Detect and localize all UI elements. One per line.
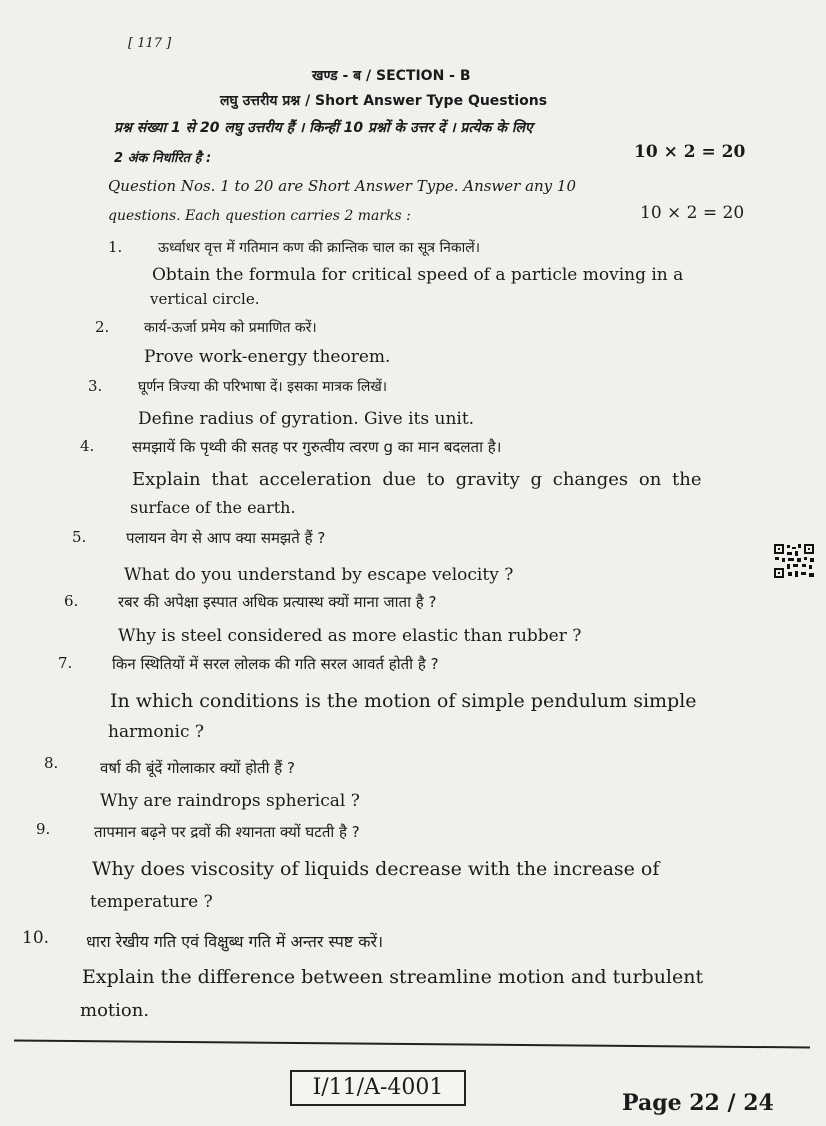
section-subtitle: लघु उत्तरीय प्रश्न / Short Answer Type Questions bbox=[220, 93, 548, 109]
question-number: 10. bbox=[22, 928, 50, 948]
page-reference: [ 117 ] bbox=[128, 36, 172, 51]
instructions-english-line1: Question Nos. 1 to 20 are Short Answer Type. Answer any 10 bbox=[108, 177, 577, 195]
instructions-english-line2: questions. Each question carries 2 marks : bbox=[108, 208, 411, 224]
paper-code: I/11/A-4001 bbox=[290, 1070, 466, 1106]
qr-code-icon bbox=[773, 543, 815, 579]
question-hindi: घूर्णन त्रिज्या की परिभाषा दें। इसका मात्रक लिखें। bbox=[138, 379, 388, 395]
marks-english: 10 × 2 = 20 bbox=[640, 203, 745, 223]
question-english-line: Why does viscosity of liquids decrease with the increase of bbox=[92, 858, 660, 880]
instructions-hindi-line2: 2 अंक निर्धारित है : bbox=[114, 151, 212, 166]
question-english-line: Explain that acceleration due to gravity g changes on the bbox=[132, 469, 702, 490]
question-number: 8. bbox=[44, 754, 59, 772]
question-english-line: In which conditions is the motion of simple pendulum simple bbox=[110, 690, 697, 712]
question-english-line: Explain the difference between streamline motion and turbulent bbox=[82, 966, 704, 988]
question-number: 9. bbox=[36, 820, 51, 838]
question-hindi: धारा रेखीय गति एवं विक्षुब्ध गति में अन्तर स्पष्ट करें। bbox=[86, 932, 384, 951]
question-english-line: harmonic ? bbox=[108, 722, 204, 742]
question-english-line: motion. bbox=[80, 1000, 150, 1021]
question-english-line: Define radius of gyration. Give its unit. bbox=[138, 409, 475, 429]
question-hindi: ऊर्ध्वाधर वृत्त में गतिमान कण की क्रान्तिक चाल का सूत्र निकालें। bbox=[158, 240, 481, 256]
question-number: 5. bbox=[72, 528, 87, 546]
instructions-hindi-line1: प्रश्न संख्या 1 से 20 लघु उत्तरीय हैं । किन्हीं 10 प्रश्नों के उत्तर दें । प्रत्येक के लिए bbox=[114, 120, 533, 136]
footer-divider bbox=[14, 1040, 810, 1049]
question-english-line: surface of the earth. bbox=[130, 498, 296, 517]
question-english-line: What do you understand by escape velocity ? bbox=[124, 565, 514, 585]
question-number: 2. bbox=[95, 318, 110, 336]
question-number: 1. bbox=[108, 238, 123, 256]
question-english-line: temperature ? bbox=[90, 892, 213, 912]
question-number: 4. bbox=[80, 437, 95, 455]
marks-hindi: 10 × 2 = 20 bbox=[634, 142, 746, 162]
section-title: खण्ड - ब / SECTION - B bbox=[312, 68, 471, 84]
question-hindi: समझायें कि पृथ्वी की सतह पर गुरुत्वीय त्वरण g का मान बदलता है। bbox=[132, 438, 502, 456]
question-number: 7. bbox=[58, 654, 73, 672]
question-number: 3. bbox=[88, 377, 103, 395]
question-english-line: Prove work-energy theorem. bbox=[144, 347, 391, 367]
question-english-line: Obtain the formula for critical speed of a particle moving in a bbox=[152, 265, 684, 285]
question-english-line: Why are raindrops spherical ? bbox=[100, 791, 360, 811]
question-hindi: कार्य-ऊर्जा प्रमेय को प्रमाणित करें। bbox=[144, 320, 317, 336]
question-hindi: रबर की अपेक्षा इस्पात अधिक प्रत्यास्थ क्यों माना जाता है ? bbox=[118, 593, 437, 611]
question-hindi: पलायन वेग से आप क्या समझते हैं ? bbox=[126, 529, 326, 547]
question-english-line: Why is steel considered as more elastic than rubber ? bbox=[118, 626, 582, 646]
question-english-line: vertical circle. bbox=[150, 290, 260, 308]
question-hindi: वर्षा की बूंदें गोलाकार क्यों होती हैं ? bbox=[100, 759, 295, 777]
question-hindi: किन स्थितियों में सरल लोलक की गति सरल आवर्त होती है ? bbox=[112, 655, 439, 673]
question-hindi: तापमान बढ़ने पर द्रवों की श्यानता क्यों घटती है ? bbox=[94, 823, 360, 841]
page-number: Page 22 / 24 bbox=[622, 1090, 774, 1116]
question-number: 6. bbox=[64, 592, 79, 610]
